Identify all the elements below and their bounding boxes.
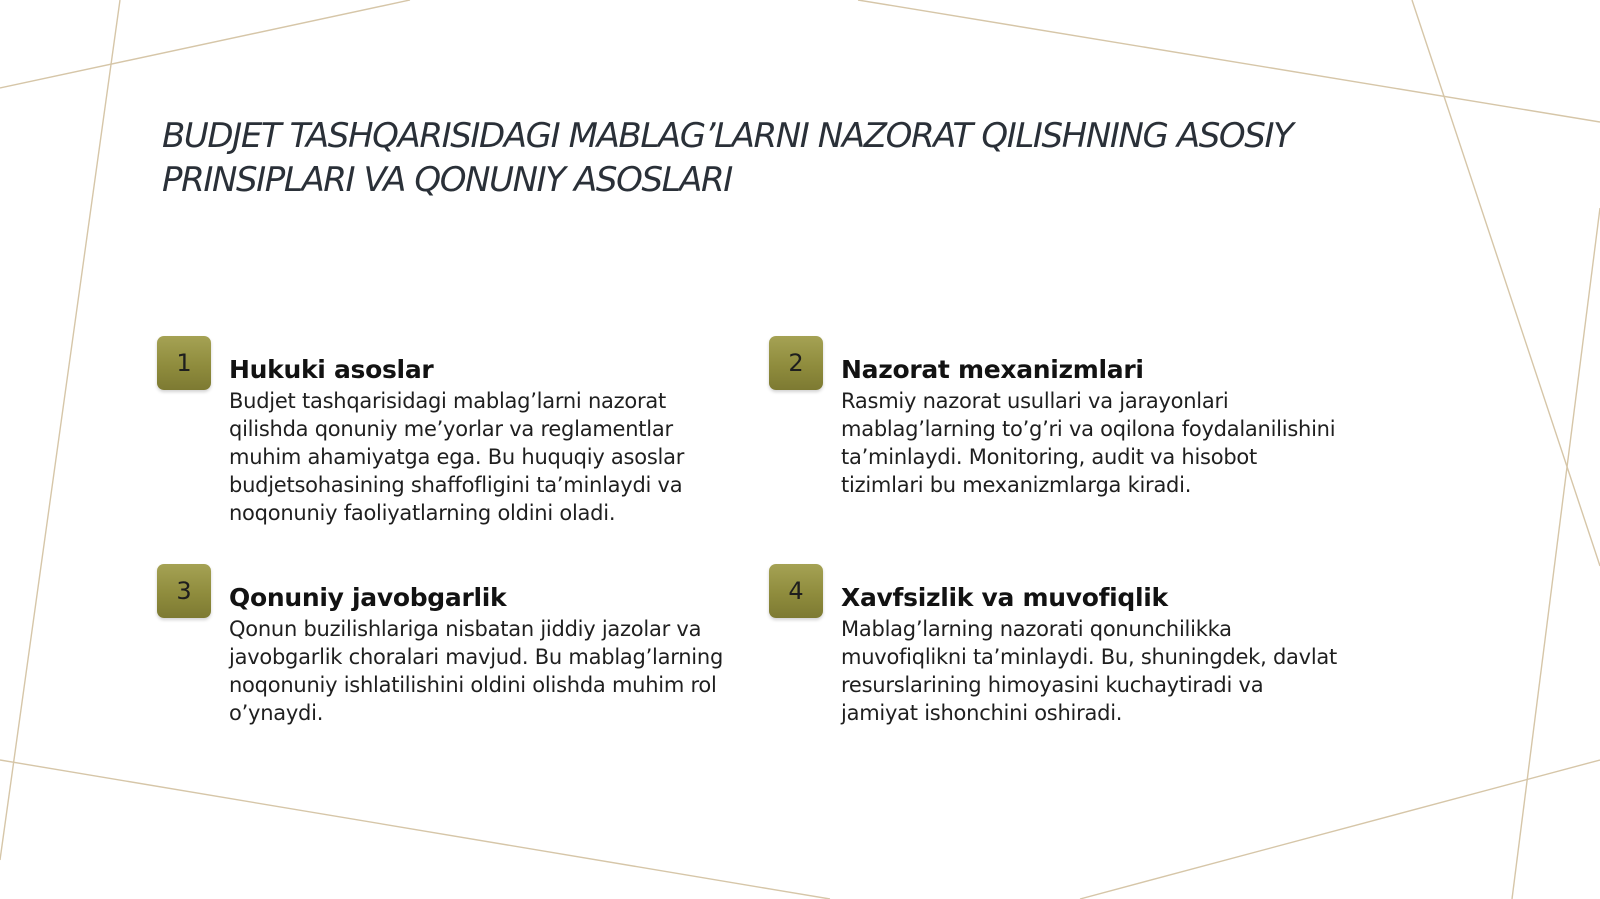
body-line: javobgarlik choralari mavjud. Bu mablag’larning bbox=[229, 645, 724, 669]
body-line: Rasmiy nazorat usullari va jarayonlari bbox=[841, 389, 1229, 413]
item-heading: Qonuniy javobgarlik bbox=[229, 583, 507, 612]
body-line: ta’minlaydi. Monitoring, audit va hisobot bbox=[841, 445, 1257, 469]
item-text bbox=[841, 581, 1381, 727]
title-line-1: BUDJET TASHQARISIDAGI MABLAG’LARNI NAZORAT QILISHNING ASOSIY bbox=[162, 116, 1293, 156]
body-line: budjetsohasining shaffofligini ta’minlaydi va bbox=[229, 473, 683, 497]
body-line: qilishda qonuniy me’yorlar va reglamentlar bbox=[229, 417, 673, 441]
deco-line bbox=[0, 0, 120, 860]
body-line: o’ynaydi. bbox=[229, 701, 324, 725]
body-line: noqonuniy ishlatilishini oldini olishda muhim rol bbox=[229, 673, 717, 697]
body-line: resurslarining himoyasini kuchaytiradi va bbox=[841, 673, 1264, 697]
number-badge: 3 bbox=[157, 564, 211, 618]
deco-line bbox=[1512, 208, 1600, 899]
item-heading: Nazorat mexanizmlari bbox=[841, 355, 1144, 384]
body-line: jamiyat ishonchini oshiradi. bbox=[841, 701, 1123, 725]
item-heading: Hukuki asoslar bbox=[229, 355, 434, 384]
deco-line bbox=[0, 0, 410, 88]
number-badge: 2 bbox=[769, 336, 823, 390]
body-line: tizimlari bu mexanizmlarga kiradi. bbox=[841, 473, 1192, 497]
item-text bbox=[841, 353, 1381, 499]
body-line: noqonuniy faoliyatlarning oldini oladi. bbox=[229, 501, 616, 525]
title-line-2: PRINSIPLARI VA QONUNIY ASOSLARI bbox=[162, 160, 732, 200]
deco-line bbox=[0, 760, 830, 899]
body-line: muhim ahamiyatga ega. Bu huquqiy asoslar bbox=[229, 445, 685, 469]
item-body bbox=[229, 615, 769, 727]
number-badge: 1 bbox=[157, 336, 211, 390]
deco-line bbox=[858, 0, 1600, 122]
body-line: muvofiqlikni ta’minlaydi. Bu, shuningdek, davlat bbox=[841, 645, 1338, 669]
body-line: Budjet tashqarisidagi mablag’larni nazorat bbox=[229, 389, 666, 413]
body-line: Qonun buzilishlariga nisbatan jiddiy jazolar va bbox=[229, 617, 702, 641]
deco-line bbox=[1412, 0, 1600, 566]
slide-title bbox=[162, 114, 1462, 202]
item-body bbox=[841, 615, 1381, 727]
body-line: Mablag’larning nazorati qonunchilikka bbox=[841, 617, 1232, 641]
item-body bbox=[841, 387, 1381, 499]
item-text bbox=[229, 353, 769, 527]
number-badge: 4 bbox=[769, 564, 823, 618]
body-line: mablag’larning to’g’ri va oqilona foydalanilishini bbox=[841, 417, 1336, 441]
item-text bbox=[229, 581, 769, 727]
item-heading: Xavfsizlik va muvofiqlik bbox=[841, 583, 1168, 612]
deco-line bbox=[1080, 760, 1600, 899]
item-body bbox=[229, 387, 769, 527]
